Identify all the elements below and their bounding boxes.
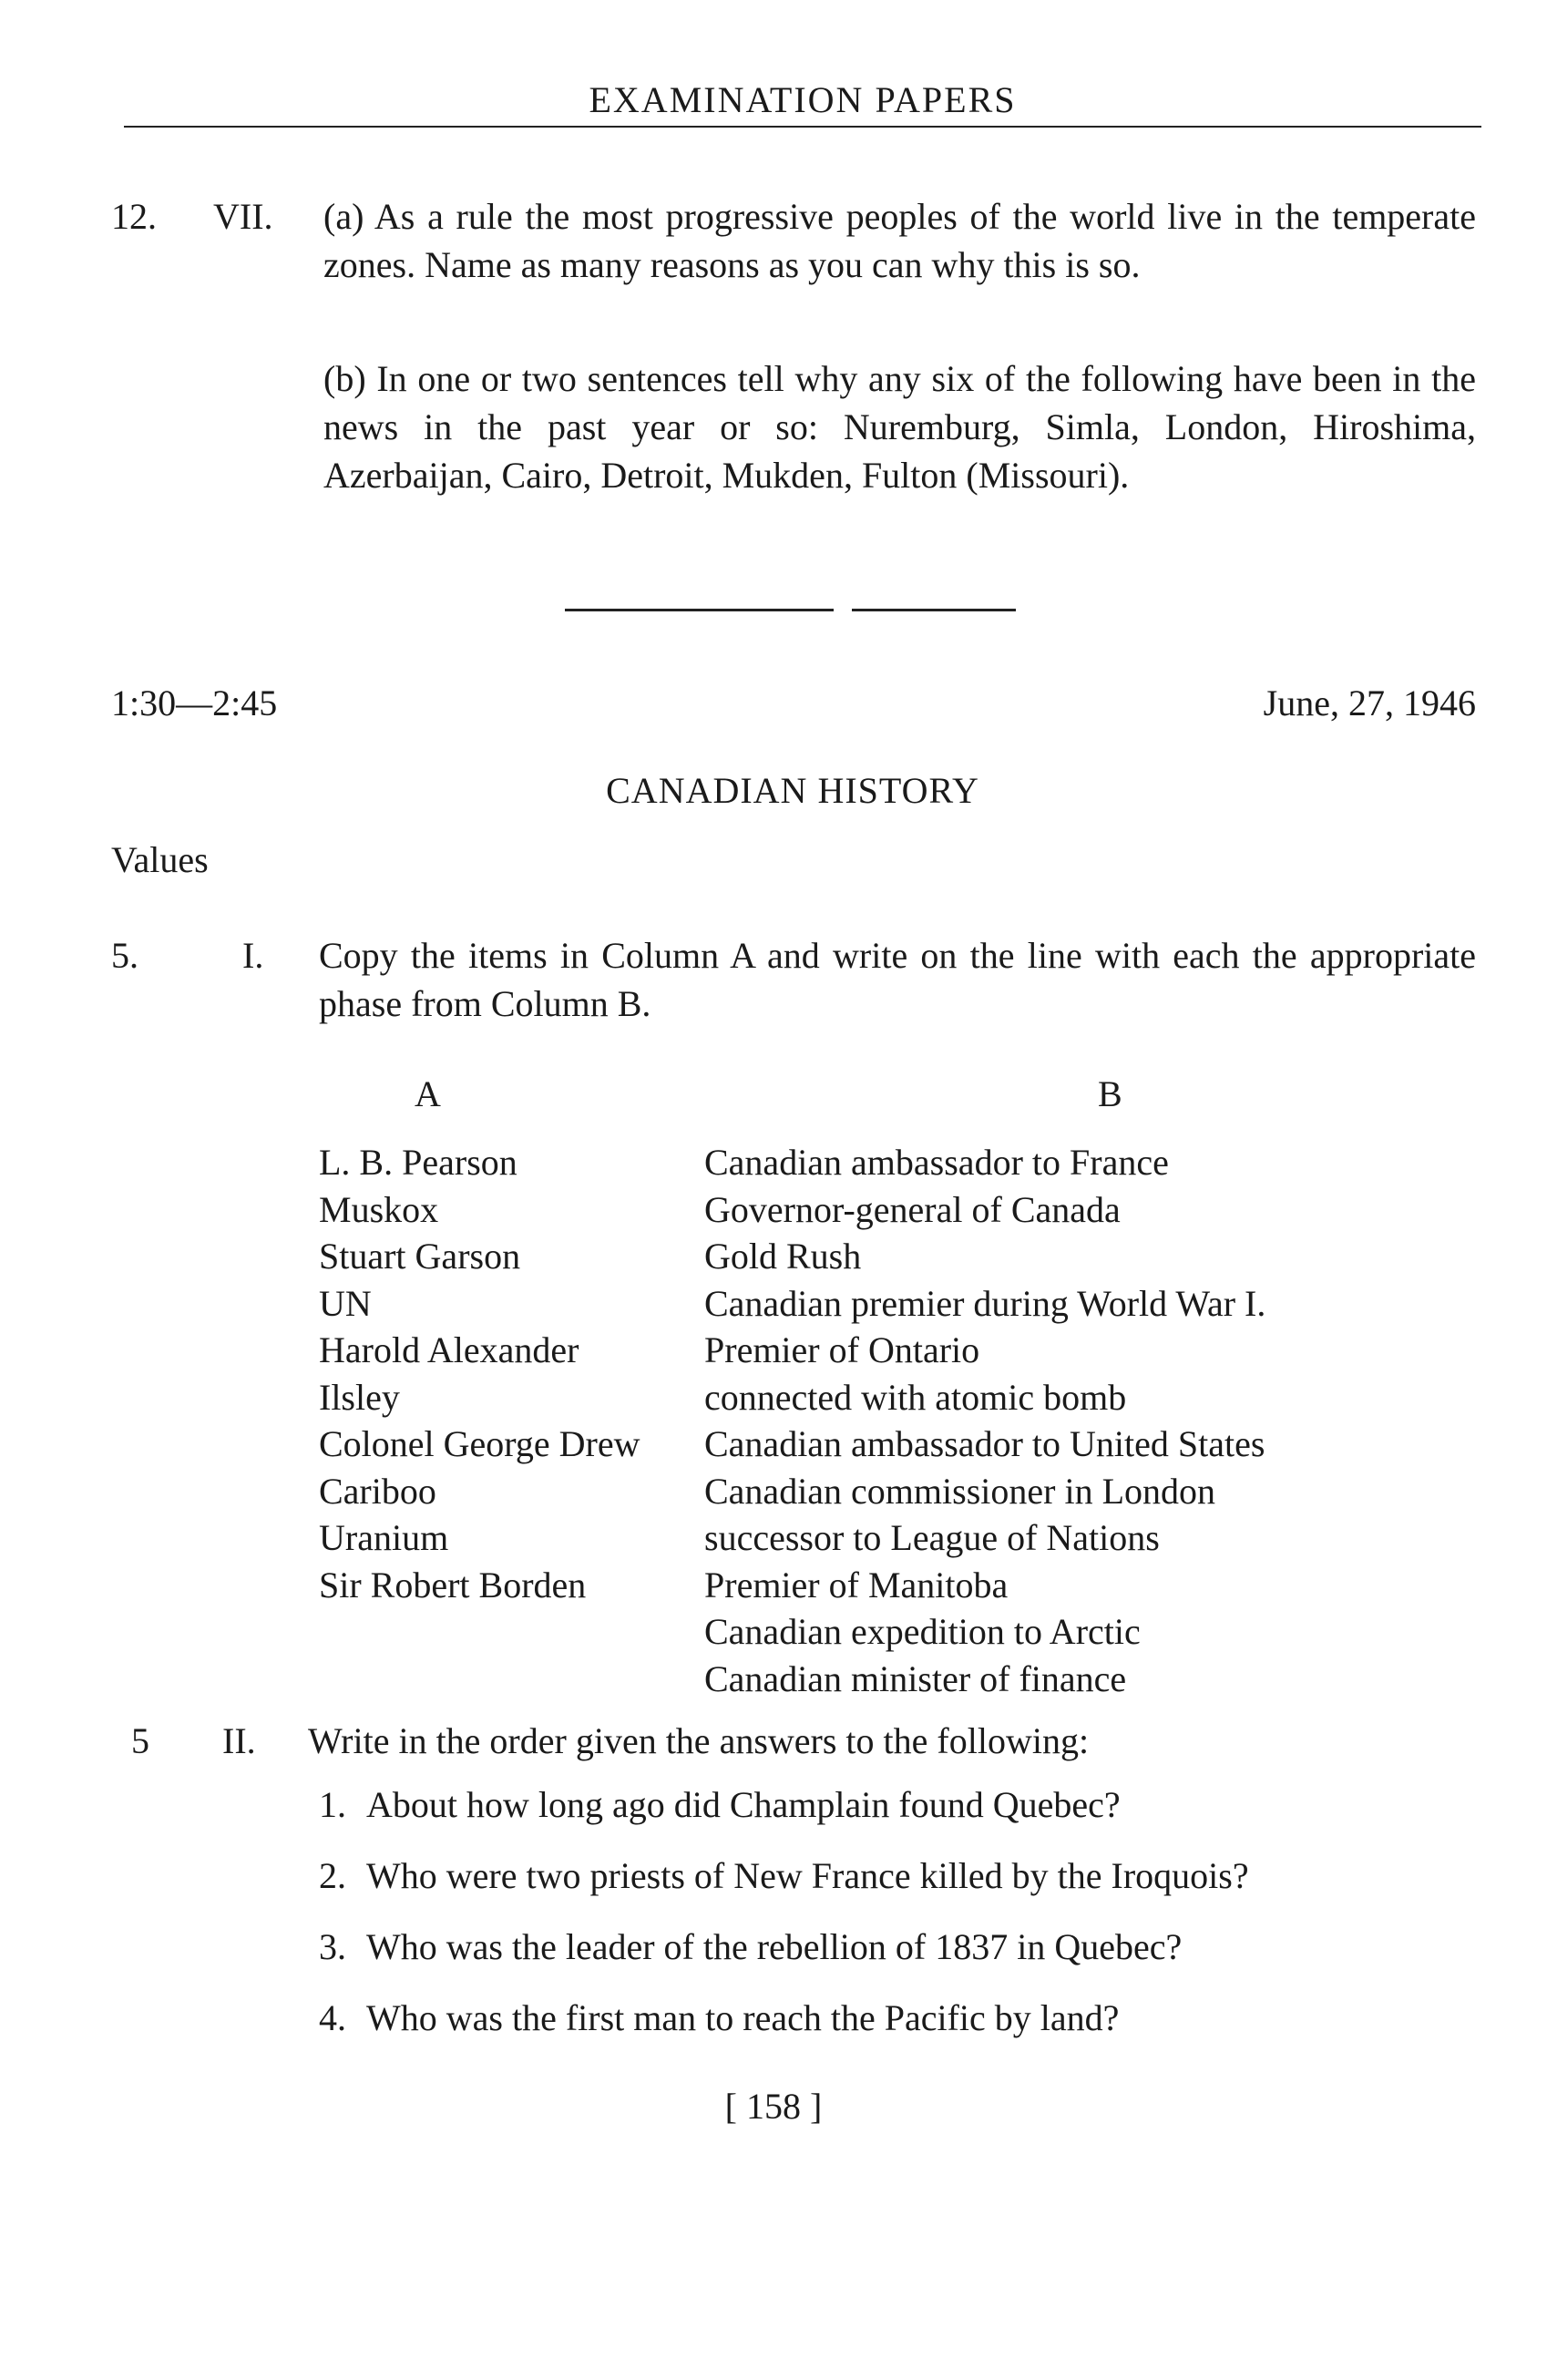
sub-question-list	[319, 1781, 1494, 2066]
sub-question	[319, 1781, 1494, 1852]
sub-question	[319, 1852, 1494, 1923]
question-part-a: (a) As a rule the most progressive peoples of the world live in the temperate zones. Name as many reasons as you can why this is so.	[323, 196, 1476, 285]
question-text: Write in the order given the answers to the following:	[308, 1720, 1090, 1761]
column-b-item: Canadian ambassador to France	[704, 1142, 1169, 1183]
header-rule	[124, 126, 1481, 128]
column-a-item: UN	[319, 1282, 372, 1324]
column-b-item: connected with atomic bomb	[704, 1376, 1127, 1418]
question-number: I.	[242, 935, 264, 976]
question-text: Copy the items in Column A and write on the line with each the appropriate phase from Column B.	[319, 935, 1476, 1024]
page-number: [ 158 ]	[724, 2086, 823, 2127]
question-number: VII.	[213, 196, 273, 237]
column-b-item: Premier of Ontario	[704, 1329, 980, 1370]
sub-question	[319, 1995, 1494, 2066]
column-b-item: Canadian ambassador to United States	[704, 1423, 1265, 1464]
column-b-item: Canadian minister of finance	[704, 1657, 1127, 1699]
column-b-item: Canadian premier during World War I.	[704, 1282, 1266, 1324]
column-b-item: Gold Rush	[704, 1236, 862, 1277]
question-part-b: (b) In one or two sentences tell why any six of the following have been in the news in the past year or so: Nuremburg, Simla, London, Hiroshima, Azerbaijan, Cairo, Detroit, Mukden, Fulton (Missouri).	[323, 358, 1476, 496]
sub-question-number: 4.	[319, 1997, 346, 2038]
exam-time: 1:30—2:45	[111, 682, 278, 723]
column-a-item: Colonel George Drew	[319, 1423, 640, 1464]
column-b-heading: B	[1098, 1073, 1122, 1114]
column-b-item: Premier of Manitoba	[704, 1564, 1009, 1605]
subject-heading: CANADIAN HISTORY	[606, 770, 979, 811]
column-a-item: L. B. Pearson	[319, 1142, 517, 1183]
sub-question-text: Who were two priests of New France killed by the Iroquois?	[366, 1855, 1249, 1896]
column-a-item: Uranium	[319, 1517, 449, 1558]
sub-question-number: 1.	[319, 1784, 346, 1825]
sub-question-number: 2.	[319, 1855, 346, 1896]
column-b-item: Governor-general of Canada	[704, 1188, 1121, 1230]
running-header: EXAMINATION PAPERS	[589, 79, 1017, 120]
sub-question	[319, 1923, 1494, 1995]
sub-question-text: Who was the first man to reach the Pacific by land?	[366, 1997, 1120, 2038]
sub-question-number: 3.	[319, 1926, 346, 1967]
sub-question-text: About how long ago did Champlain found Quebec?	[366, 1784, 1121, 1825]
column-a-heading: A	[415, 1073, 441, 1114]
column-a-item: Cariboo	[319, 1470, 436, 1512]
column-a-item: Stuart Garson	[319, 1236, 521, 1277]
column-b-item: successor to League of Nations	[704, 1517, 1160, 1558]
question-value: 5	[131, 1720, 149, 1761]
sub-question-text: Who was the leader of the rebellion of 1837 in Quebec?	[366, 1926, 1183, 1967]
column-b-item: Canadian expedition to Arctic	[704, 1611, 1141, 1652]
question-mark: 12.	[111, 196, 157, 237]
column-a-item: Harold Alexander	[319, 1329, 579, 1370]
column-a-item: Muskox	[319, 1188, 439, 1230]
column-a-item: Sir Robert Borden	[319, 1564, 587, 1605]
section-divider	[565, 609, 1020, 612]
question-value: 5.	[111, 935, 138, 976]
column-b-list	[704, 1139, 1479, 1702]
column-a-list	[319, 1139, 702, 1608]
values-label: Values	[111, 839, 209, 880]
question-number: II.	[222, 1720, 256, 1761]
column-a-item: Ilsley	[319, 1376, 400, 1418]
exam-date: June, 27, 1946	[1263, 682, 1476, 723]
column-b-item: Canadian commissioner in London	[704, 1470, 1216, 1512]
